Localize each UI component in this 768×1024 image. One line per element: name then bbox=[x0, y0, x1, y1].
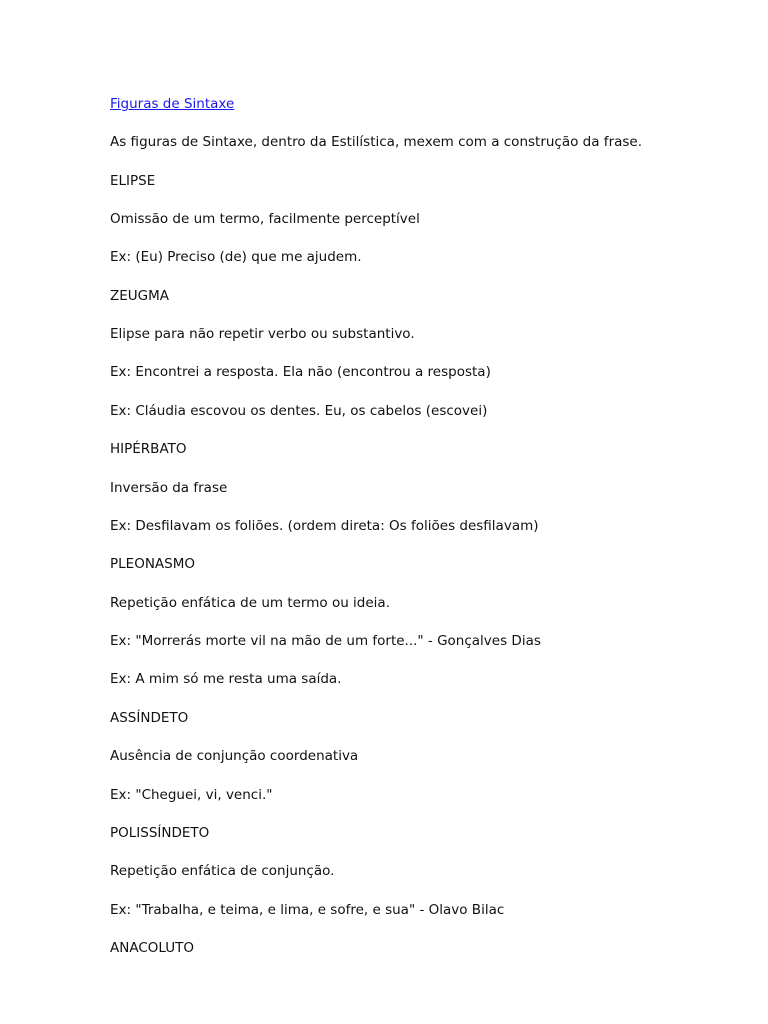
heading-elipse: ELIPSE bbox=[110, 173, 156, 189]
heading-anacoluto: ANACOLUTO bbox=[110, 940, 194, 956]
zeugma-example-2: Ex: Cláudia escovou os dentes. Eu, os cabelos (escovei) bbox=[110, 403, 488, 419]
zeugma-example-1: Ex: Encontrei a resposta. Ela não (encontrou a resposta) bbox=[110, 364, 491, 380]
heading-assindeto: ASSÍNDETO bbox=[110, 710, 189, 726]
polissindeto-example: Ex: "Trabalha, e teima, e lima, e sofre, e sua" - Olavo Bilac bbox=[110, 902, 505, 918]
hiperbato-definition: Inversão da frase bbox=[110, 480, 228, 496]
pleonasmo-example-2: Ex: A mim só me resta uma saída. bbox=[110, 671, 342, 687]
pleonasmo-example-1: Ex: "Morrerás morte vil na mão de um forte..." - Gonçalves Dias bbox=[110, 633, 541, 649]
intro-paragraph: As figuras de Sintaxe, dentro da Estilística, mexem com a construção da frase. bbox=[110, 134, 643, 150]
title-link[interactable]: Figuras de Sintaxe bbox=[110, 96, 235, 112]
hiperbato-example: Ex: Desfilavam os foliões. (ordem direta: Os foliões desfilavam) bbox=[110, 518, 539, 534]
assindeto-example: Ex: "Cheguei, vi, venci." bbox=[110, 787, 273, 803]
heading-zeugma: ZEUGMA bbox=[110, 288, 170, 304]
polissindeto-definition: Repetição enfática de conjunção. bbox=[110, 863, 335, 879]
pleonasmo-definition: Repetição enfática de um termo ou ideia. bbox=[110, 595, 390, 611]
heading-polissindeto: POLISSÍNDETO bbox=[110, 825, 210, 841]
heading-pleonasmo: PLEONASMO bbox=[110, 556, 195, 572]
assindeto-definition: Ausência de conjunção coordenativa bbox=[110, 748, 359, 764]
elipse-example: Ex: (Eu) Preciso (de) que me ajudem. bbox=[110, 249, 362, 265]
heading-hiperbato: HIPÉRBATO bbox=[110, 441, 187, 457]
zeugma-definition: Elipse para não repetir verbo ou substantivo. bbox=[110, 326, 415, 342]
elipse-definition: Omissão de um termo, facilmente perceptível bbox=[110, 211, 420, 227]
